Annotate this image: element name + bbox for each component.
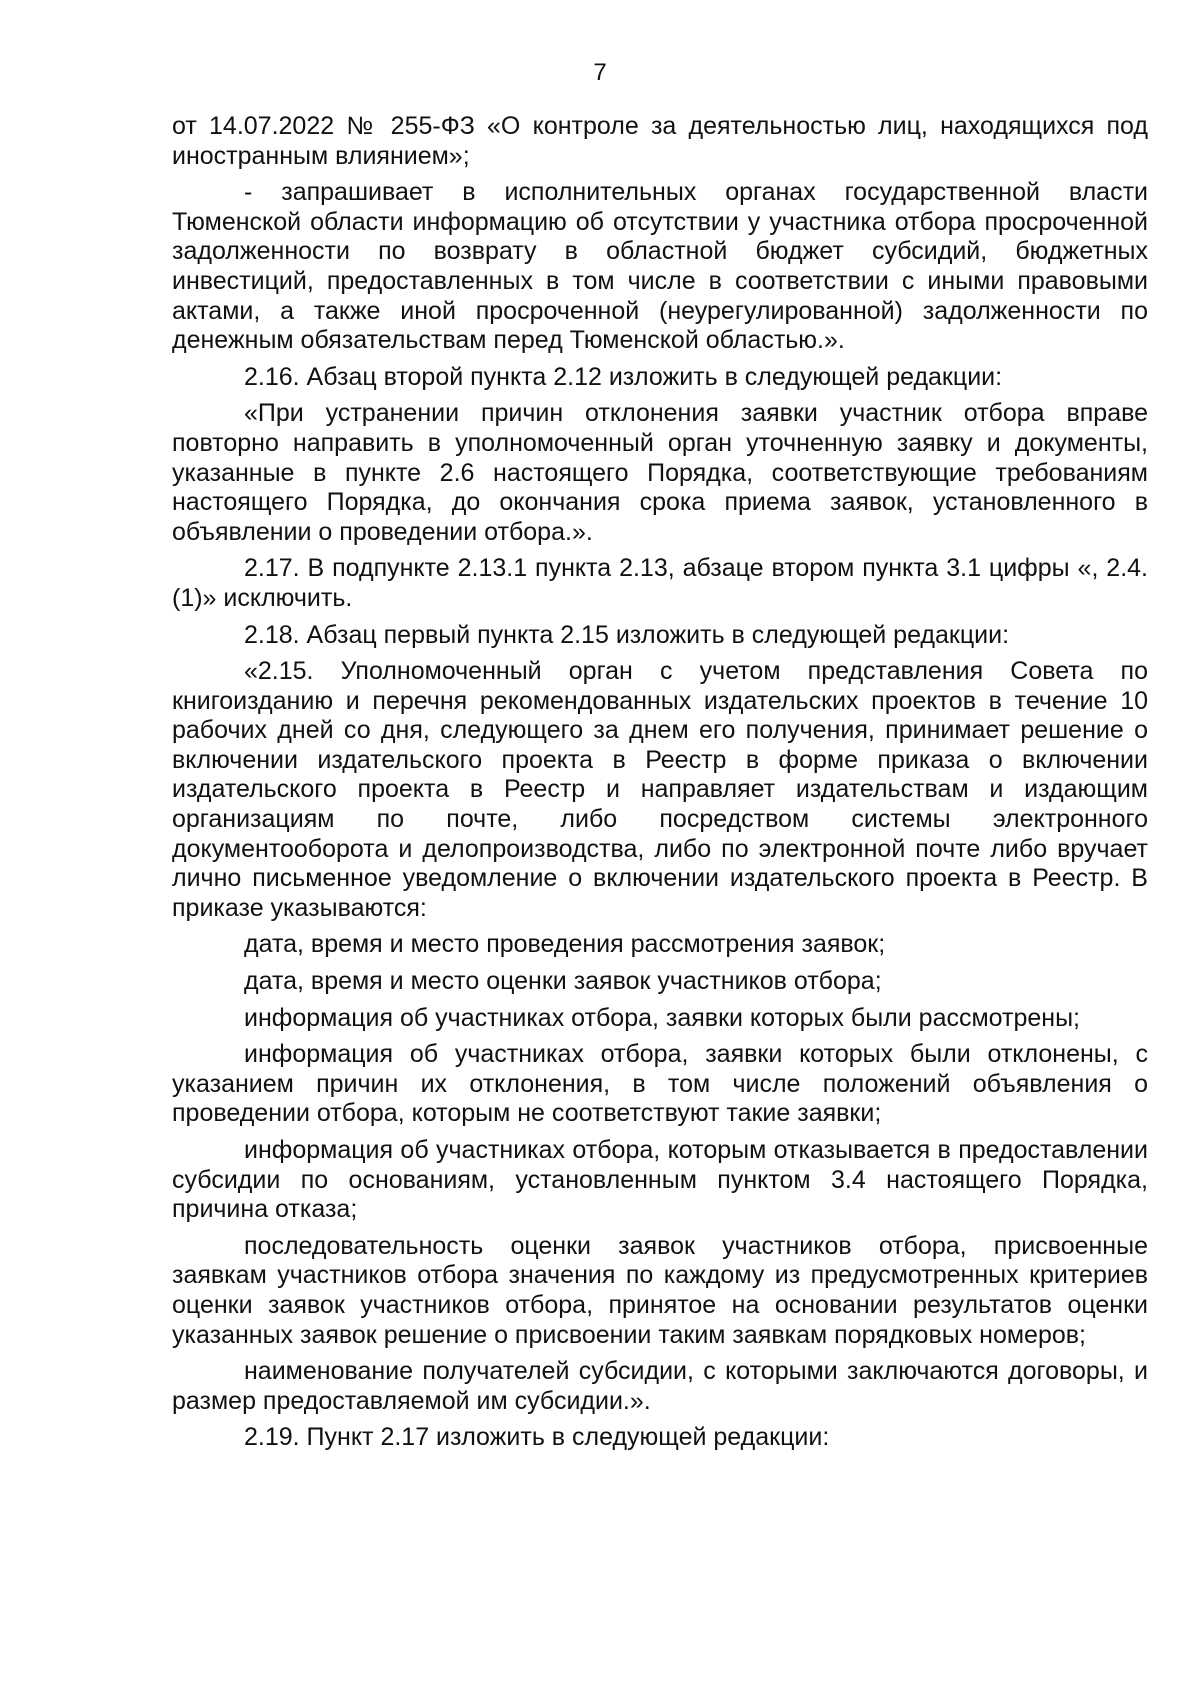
document-body <box>172 112 1148 1460</box>
list-item-evaluation-date: дата, время и место оценки заявок участников отбора; <box>244 967 882 996</box>
list-item-review-date: дата, время и место проведения рассмотрения заявок; <box>244 930 886 959</box>
paragraph-2-17: 2.17. В подпункте 2.13.1 пункта 2.13, абзаце втором пункта 3.1 цифры «, 2.4.(1)» исключить. <box>172 554 1148 612</box>
paragraph-2-15-text: «2.15. Уполномоченный орган с учетом представления Совета по книгоизданию и перечня рекомендованных издательских проектов в течение 10 рабочих дней со дня, следующего за днем его получения, принимает решение о включении издательского проекта в Реестр в форме приказа о включении издательского проекта в Реестр и направляет издательствам и издающим организациям по почте, либо посредством системы электронного документооборота и делопроизводства, либо по электронной почте либо вручает лично письменное уведомление о включении издательского проекта в Реестр. В приказе указываются: <box>172 657 1148 922</box>
paragraph-2-16: 2.16. Абзац второй пункта 2.12 изложить в следующей редакции: <box>244 362 1003 391</box>
list-item-reviewed-applicants: информация об участниках отбора, заявки которых были рассмотрены; <box>244 1003 1080 1032</box>
list-item-rejected-applicants: информация об участниках отбора, заявки которых были отклонены, с указанием причин их отклонения, в том числе положений объявления о проведении отбора, которым не соответствуют такие заявки; <box>172 1040 1148 1128</box>
paragraph-2-19: 2.19. Пункт 2.17 изложить в следующей редакции: <box>244 1423 830 1452</box>
list-item-evaluation-sequence: последовательность оценки заявок участников отбора, присвоенные заявкам участников отбора значения по каждому из предусмотренных критериев оценки заявок участников отбора, принятое на основании результатов оценки указанных заявок решение о присвоении таким заявкам порядковых номеров; <box>172 1231 1148 1349</box>
page-number: 7 <box>593 59 607 86</box>
list-item-refused-applicants: информация об участниках отбора, которым отказывается в предоставлении субсидии по основаниям, установленным пунктом 3.4 настоящего Порядка, причина отказа; <box>172 1136 1148 1224</box>
paragraph-2-18: 2.18. Абзац первый пункта 2.15 изложить в следующей редакции: <box>244 620 1010 649</box>
list-item-recipients: наименование получателей субсидии, с которыми заключаются договоры, и размер предоставляемой им субсидии.». <box>172 1357 1148 1415</box>
paragraph-law-reference: от 14.07.2022 № 255-ФЗ «О контроле за деятельностью лиц, находящихся под иностранным влиянием»; <box>172 112 1148 170</box>
paragraph-request-info: - запрашивает в исполнительных органах государственной власти Тюменской области информацию об отсутствии у участника отбора просроченной задолженности по возврату в областной бюджет субсидий, бюджетных инвестиций, предоставленных в том числе в соответствии с иными правовыми актами, а также иной просроченной (неурегулированной) задолженности по денежным обязательствам перед Тюменской областью.». <box>172 178 1148 355</box>
paragraph-2-16-text: «При устранении причин отклонения заявки участник отбора вправе повторно направить в уполномоченный орган уточненную заявку и документы, указанные в пункте 2.6 настоящего Порядка, соответствующие требованиям настоящего Порядка, до окончания срока приема заявок, установленного в объявлении о проведении отбора.». <box>172 399 1148 546</box>
